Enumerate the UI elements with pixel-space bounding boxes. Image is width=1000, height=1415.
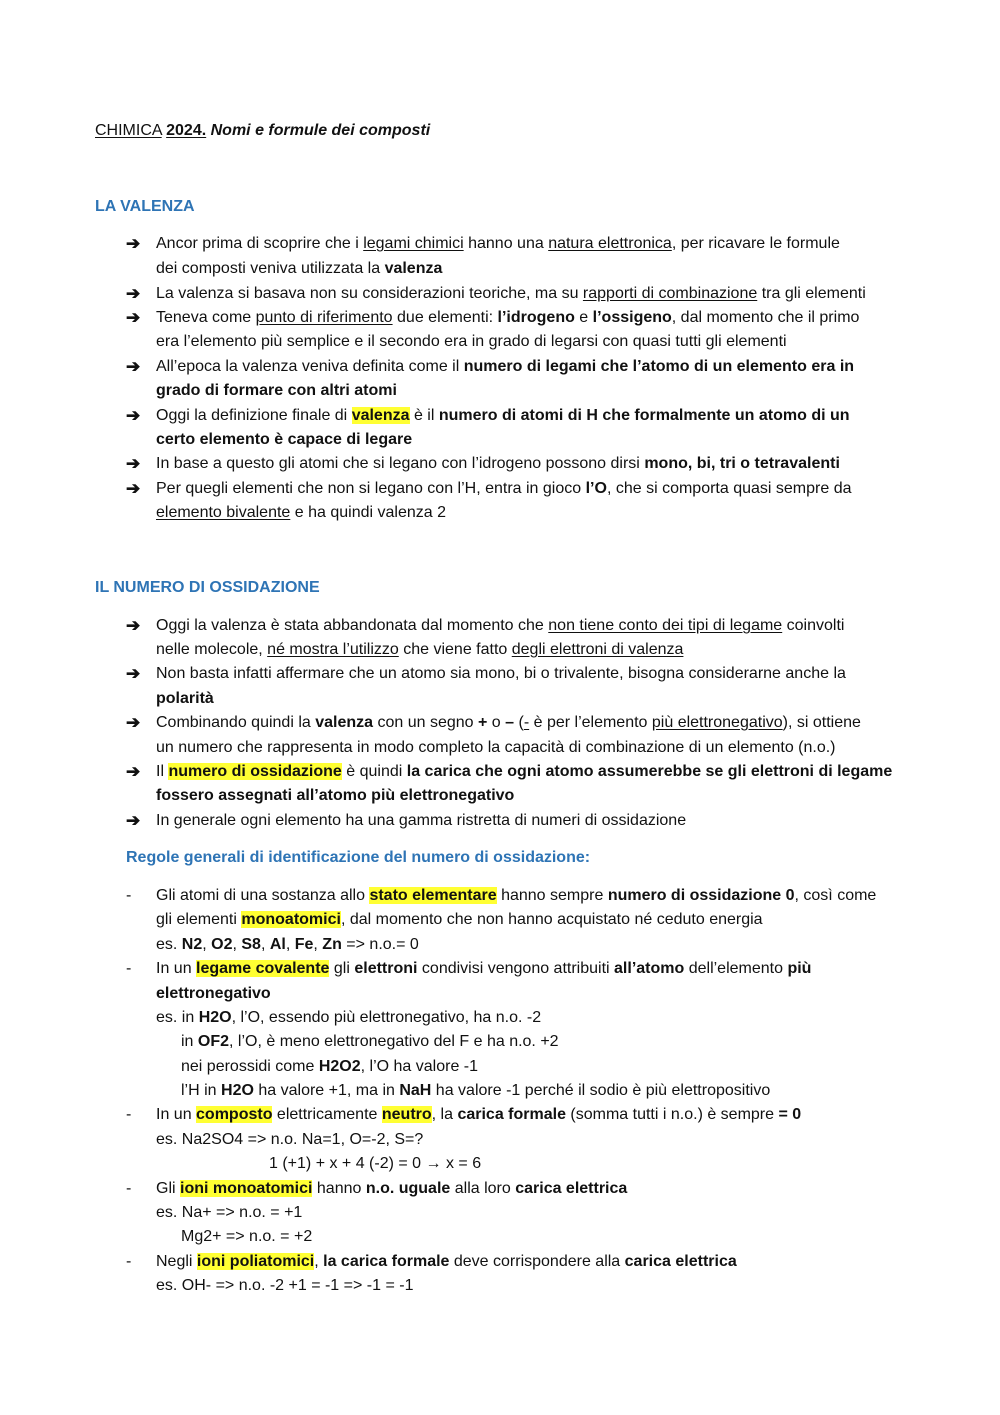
bullet-arrow-icon: ➔ xyxy=(126,308,141,327)
paragraph-line: Combinando quindi la valenza con un segno + o – (- è per l’elemento più elettronegativo), si ottiene xyxy=(156,714,861,731)
paragraph-line: Il numero di ossidazione è quindi la carica che ogni atomo assumerebbe se gli elettroni di legame xyxy=(156,763,893,780)
paragraph-line: era l’elemento più semplice e il secondo era in grado di legarsi con quasi tutti gli elementi xyxy=(156,333,787,350)
bullet-arrow-icon: ➔ xyxy=(126,616,141,635)
paragraph-line: grado di formare con altri atomi xyxy=(156,382,397,399)
rules-heading: Regole generali di identificazione del numero di ossidazione: xyxy=(126,849,591,866)
list-dash: - xyxy=(126,1106,132,1123)
list-dash: - xyxy=(126,960,132,977)
bullet-arrow-icon: ➔ xyxy=(126,234,141,253)
paragraph-line: dei composti veniva utilizzata la valenza xyxy=(156,260,443,277)
paragraph-line: polarità xyxy=(156,690,214,707)
rule-line: gli elementi monoatomici, dal momento che non hanno acquistato né ceduto energia xyxy=(156,911,763,928)
paragraph-line: All’epoca la valenza veniva definita come il numero di legami che l’atomo di un elemento era in xyxy=(156,358,855,375)
rule-line: Gli atomi di una sostanza allo stato elementare hanno sempre numero di ossidazione 0, così come xyxy=(156,887,877,904)
rule-example: es. Na+ => n.o. = +1 xyxy=(156,1204,303,1221)
paragraph-line: Per quegli elementi che non si legano con l’H, entra in gioco l’O, che si comporta quasi sempre da xyxy=(156,480,852,497)
section-heading-valenza: LA VALENZA xyxy=(95,198,195,215)
bullet-arrow-icon: ➔ xyxy=(126,664,141,683)
paragraph-line: Oggi la valenza è stata abbandonata dal momento che non tiene conto dei tipi di legame coinvolti xyxy=(156,617,845,634)
bullet-arrow-icon: ➔ xyxy=(126,406,141,425)
paragraph-line: certo elemento è capace di legare xyxy=(156,431,413,448)
paragraph-line: In base a questo gli atomi che si legano con l’idrogeno possono dirsi mono, bi, tri o tetravalenti xyxy=(156,455,840,472)
list-dash: - xyxy=(126,1253,132,1270)
list-dash: - xyxy=(126,887,132,904)
rule-line: In un legame covalente gli elettroni condivisi vengono attribuiti all’atomo dell’elemento più xyxy=(156,960,812,977)
rule-example: Mg2+ => n.o. = +2 xyxy=(181,1228,313,1245)
bullet-arrow-icon: ➔ xyxy=(126,811,141,830)
rule-example: nei perossidi come H2O2, l’O ha valore -1 xyxy=(181,1058,479,1075)
rule-line: In un composto elettricamente neutro, la carica formale (somma tutti i n.o.) è sempre = 0 xyxy=(156,1106,802,1123)
bullet-arrow-icon: ➔ xyxy=(126,713,141,732)
list-dash: - xyxy=(126,1180,132,1197)
rule-example-equation: 1 (+1) + x + 4 (-2) = 0 → x = 6 xyxy=(269,1155,482,1172)
paragraph-line: nelle molecole, né mostra l’utilizzo che viene fatto degli elettroni di valenza xyxy=(156,641,684,658)
bullet-arrow-icon: ➔ xyxy=(126,479,141,498)
paragraph-line: Teneva come punto di riferimento due elementi: l’idrogeno e l’ossigeno, dal momento che il primo xyxy=(156,309,860,326)
arrow-right-icon: → xyxy=(425,1155,442,1172)
paragraph-line: In generale ogni elemento ha una gamma ristretta di numeri di ossidazione xyxy=(156,812,687,829)
rule-example: es. Na2SO4 => n.o. Na=1, O=-2, S=? xyxy=(156,1131,424,1148)
paragraph-line: Ancor prima di scoprire che i legami chimici hanno una natura elettronica, per ricavare le formule xyxy=(156,235,840,252)
paragraph-line: fossero assegnati all’atomo più elettronegativo xyxy=(156,787,515,804)
rule-line: Negli ioni poliatomici, la carica formale deve corrispondere alla carica elettrica xyxy=(156,1253,737,1270)
rule-example: es. N2, O2, S8, Al, Fe, Zn => n.o.= 0 xyxy=(156,936,419,953)
rule-example: in OF2, l’O, è meno elettronegativo del F e ha n.o. +2 xyxy=(181,1033,559,1050)
paragraph-line: elemento bivalente e ha quindi valenza 2 xyxy=(156,504,446,521)
bullet-arrow-icon: ➔ xyxy=(126,454,141,473)
paragraph-line: un numero che rappresenta in modo completo la capacità di combinazione di un elemento (n.o.) xyxy=(156,739,836,756)
bullet-arrow-icon: ➔ xyxy=(126,284,141,303)
paragraph-line: La valenza si basava non su considerazioni teoriche, ma su rapporti di combinazione tra gli elementi xyxy=(156,285,866,302)
rule-line: Gli ioni monoatomici hanno n.o. uguale alla loro carica elettrica xyxy=(156,1180,628,1197)
rule-example: es. OH- => n.o. -2 +1 = -1 => -1 = -1 xyxy=(156,1277,414,1294)
bullet-arrow-icon: ➔ xyxy=(126,357,141,376)
rule-example: l’H in H2O ha valore +1, ma in NaH ha valore -1 perché il sodio è più elettropositivo xyxy=(181,1082,771,1099)
section-heading-numero-ossidazione: IL NUMERO DI OSSIDAZIONE xyxy=(95,579,320,596)
document-title: CHIMICA 2024. Nomi e formule dei composti xyxy=(95,122,431,139)
paragraph-line: Non basta infatti affermare che un atomo sia mono, bi o trivalente, bisogna considerarne anche la xyxy=(156,665,846,682)
rule-line: elettronegativo xyxy=(156,985,271,1002)
paragraph-line: Oggi la definizione finale di valenza è il numero di atomi di H che formalmente un atomo di un xyxy=(156,407,850,424)
bullet-arrow-icon: ➔ xyxy=(126,762,141,781)
rule-example: es. in H2O, l’O, essendo più elettronegativo, ha n.o. -2 xyxy=(156,1009,542,1026)
